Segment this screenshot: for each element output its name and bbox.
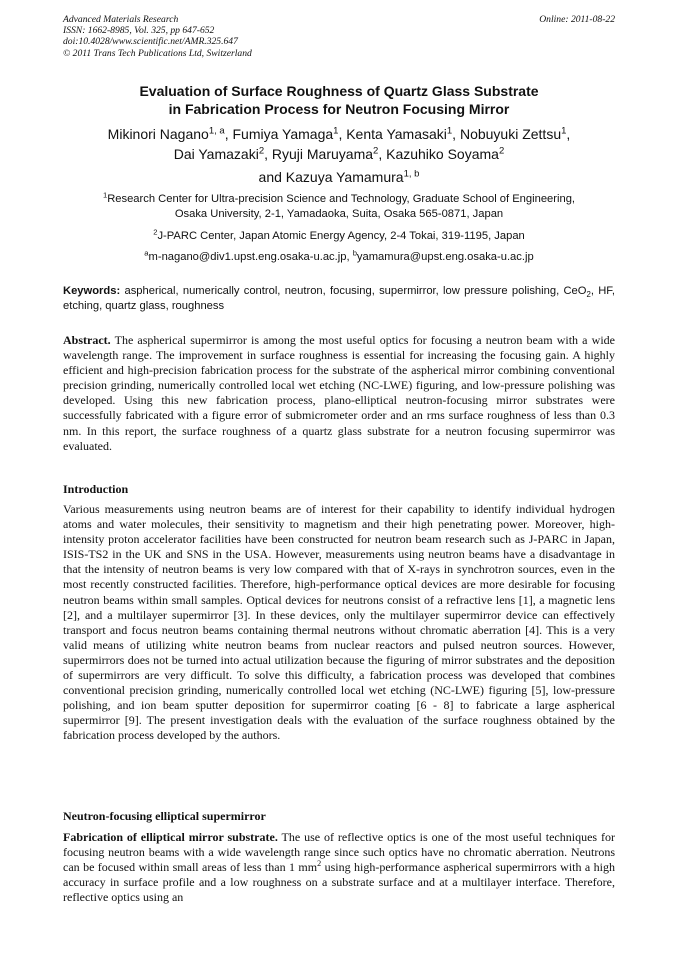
journal-issn: ISSN: 1662-8985, Vol. 325, pp 647-652 [63,25,215,37]
affil-mark: 1 [102,190,108,200]
email-mark: a [144,248,149,258]
keywords-text: aspherical, numerically control, neutron, focusing, supermirror, low pressure polishing, CeO [124,285,587,297]
author-name: Nobuyuki Zettsu [459,126,562,142]
author-affil-mark: 1, a [208,125,225,137]
author-name: Kazuhiko Soyama [386,146,499,162]
keywords-subscript: 2 [586,290,591,300]
author-name: and Kazuya Yamamura [258,169,404,185]
keywords [63,284,615,315]
affil-text: J-PARC Center, Japan Atomic Energy Agency, 2-4 Tokai, 319-1195, Japan [157,230,525,242]
subsection-lead: Fabrication of elliptical mirror substrate. [63,830,278,844]
affil-text: Osaka University, 2-1, Yamadaoka, Suita, Osaka 565-0871, Japan [174,208,504,220]
title-line-1: Evaluation of Surface Roughness of Quartz Glass Substrate [139,83,539,99]
journal-doi: doi:10.4028/www.scientific.net/AMR.325.647 [63,36,238,48]
author-affil-mark: 1 [561,125,567,137]
affil-mark: 2 [153,227,158,237]
author-list [40,124,638,187]
author-line-2: Dai Yamazaki$^2$, Ryuji Maruyama$^2$, Kazuhiko Soyama$^2$ [173,145,505,162]
section-heading-neutron-focusing: Neutron-focusing elliptical supermirror [63,809,266,823]
keywords-label: Keywords: [63,285,121,297]
section2-text: The use of reflective optics is one of the most useful techniques for focusing neutron beams with a wide wavelength range since such optics have no chromatic aberration. Neutrons can be focused within small areas of less than 1 mm [63,830,615,875]
paper-title [40,82,638,118]
keywords-text-end: , HF, etching, quartz glass, roughness [63,285,615,313]
author-name: Dai Yamazaki [173,146,259,162]
journal-copyright: © 2011 Trans Tech Publications Ltd, Switzerland [63,47,252,59]
affil-text: Research Center for Ultra-precision Science and Technology, Graduate School of Engineering, [107,193,576,205]
author-affil-mark: 1 [333,125,339,137]
author-affil-mark: 2 [373,145,379,157]
email-link[interactable]: yamamura@upst.eng.osaka-u.ac.jp [356,251,534,263]
author-affil-mark: 1, b [403,168,420,180]
section2-paragraph [63,830,615,905]
journal-header [63,14,252,59]
abstract-text: The aspherical supermirror is among the most useful optics for focusing a neutron beam with a wide wavelength range. The improvement in surface roughness is essential for increasing the focusing gain. A highly efficient and high-precision fabrication process for the substrate of the aspherical mirror combining conventional precision grinding, numerically controlled local wet etching (NC-LWE) figuring, and low-pressure polishing was developed. Using this new fabrication process, plano-elliptical neutron-focusing mirror substrates were successfully fabricated with a figure error of submicrometer order and an rms surface roughness of less than 0.3 nm. In this report, the surface roughness of a quartz glass substrate for a neutron focusing supermirror was evaluated. [63,333,615,453]
author-name: Ryuji Maruyama [271,146,374,162]
section2-superscript: 2 [317,859,322,869]
email-mark: b [352,248,357,258]
affiliation-2 [40,229,638,244]
section-heading-introduction: Introduction [63,482,129,496]
section2-text-end: using high-performance aspherical supermirrors with a high accuracy in surface profile and a low roughness on a substrate surface and at a multilayer interface. Therefore, reflective optics using an [63,860,615,905]
author-name: Fumiya Yamaga [232,126,334,142]
title-line-2: in Fabrication Process for Neutron Focusing Mirror [168,101,510,117]
author-line-1: Mikinori Nagano$^{1, a}$, Fumiya Yamaga$^1$, Kenta Yamasaki$^1$, Nobuyuki Zettsu$^1$, [107,125,571,142]
author-affil-mark: 2 [498,145,505,157]
author-emails: $^a$m-nagano@div1.upst.eng.osaka-u.ac.jp, $^b$yamamura@upst.eng.osaka-u.ac.jp [144,248,534,263]
affiliation-1 [40,192,638,222]
online-date: Online: 2011-08-22 [539,14,615,25]
author-name: Mikinori Nagano [107,126,209,142]
journal-name: Advanced Materials Research [63,14,179,25]
email-link[interactable]: m-nagano@div1.upst.eng.osaka-u.ac.jp [148,251,347,263]
author-affil-mark: 1 [446,125,453,137]
author-name: Kenta Yamasaki [346,126,447,142]
author-line-3 [40,167,638,187]
author-affil-mark: 2 [258,145,265,157]
introduction-paragraph: Various measurements using neutron beams are of interest for their capability to identify individual hydrogen atoms and water molecules, their sensitivity to magnetism and their high penetrating power. Moreover, high-intensity proton accelerator facilities have been constructed for neutron beam research such as J-PARC in Japan, ISIS-TS2 in the UK and SNS in the USA. However, measurements using neutron beams have a disadvantage in that the intensity of neutron beams is very low compared with that of X-rays in synchrotron sources, even in the most recently constructed facilities. Therefore, high-performance optical devices are more desirable for focusing neutron beams within small samples. Optical devices for neutrons consist of a refractive lens [1], a magnetic lens [2], and a multilayer supermirror [3]. In these devices, only the multilayer supermirror device can effectively transport and focus neutron beams containing thermal neutrons without chromatic aberration [4]. This is a very valid means of utilizing white neutron beams from nuclear reactors and pulsed neutron sources. However, supermirrors does not be turned into actual utilization because the figuring of mirror substrates and the deposition of supermirrors are very difficult. To solve this difficulty, a fabrication process was developed that combines conventional precision grinding, numerically controlled local wet etching (NC-LWE) figuring [5], low-pressure polishing, and ion beam sputter deposition for supermirror coating [6 - 8] to fabricate a large aspherical supermirror [9]. The present investigation deals with the evaluation of the surface roughness obtained by the fabrication process developed by the authors. [63,502,615,743]
abstract [63,333,615,454]
abstract-label: Abstract. [63,333,111,347]
